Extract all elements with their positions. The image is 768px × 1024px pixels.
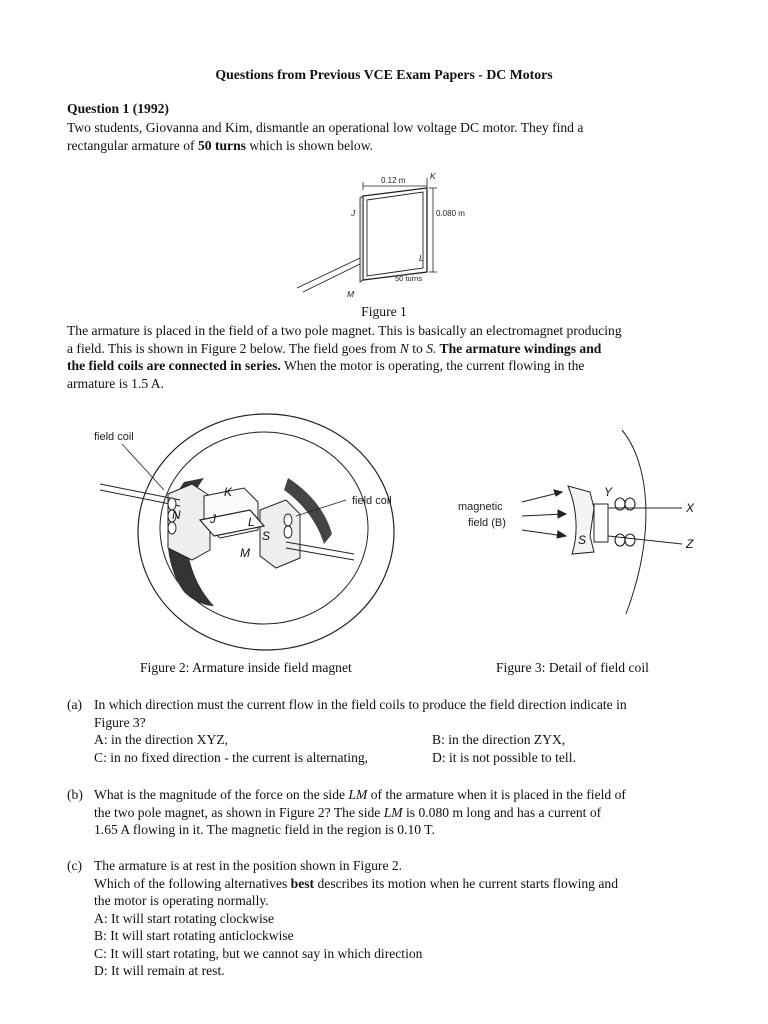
question-1-intro	[67, 119, 707, 154]
armature-corner-k: K	[224, 485, 233, 499]
pole-s-label: S	[262, 529, 271, 543]
part-a-label: (a)	[67, 697, 83, 712]
page-title: Questions from Previous VCE Exam Papers - DC Motors	[215, 67, 553, 82]
pole-n-label: N	[172, 508, 181, 522]
question-part-c	[67, 857, 717, 983]
part-a-line-2: Figure 3?	[94, 714, 146, 730]
part-a-option-d: D: it is not possible to tell.	[432, 749, 576, 765]
lead-wire-2	[303, 264, 360, 292]
figure-3-field-coil-detail	[450, 424, 710, 620]
question-part-a	[67, 696, 717, 768]
part-c-line-3: the motor is operating normally.	[94, 893, 269, 908]
part-a-option-a: A: in the direction XYZ,	[94, 732, 229, 747]
figure-1-width-label: 0.12 m	[381, 176, 406, 185]
corner-l-label: L	[419, 253, 424, 263]
part-c-option-c: C: It will start rotating, but we cannot say in which direction	[94, 945, 423, 961]
paragraph-2-line-3: the field coils are connected in series. When the motor is operating, the current flowing in the	[67, 358, 585, 373]
question-part-b	[67, 786, 717, 840]
figure-2-caption: Figure 2: Armature inside field magnet	[140, 660, 352, 675]
part-b-line-1: What is the magnitude of the force on the side LM of the armature when it is placed in the field of	[94, 787, 626, 802]
intro-line-2: rectangular armature of 50 turns which is shown below.	[67, 137, 374, 153]
point-y-label: Y	[604, 485, 613, 499]
part-c-option-b: B: It will start rotating anticlockwise	[94, 928, 294, 943]
armature-coil-inner	[367, 192, 423, 276]
armature-coil-outer	[363, 188, 427, 280]
figure-3-caption: Figure 3: Detail of field coil	[496, 660, 649, 675]
point-x-label: X	[686, 501, 695, 515]
part-a-line-1: In which direction must the current flow in the field coils to produce the field direction indicate in	[94, 697, 627, 712]
figure-2-field-magnet-diagram	[64, 392, 450, 656]
armature-corner-m: M	[240, 546, 250, 560]
part-b-line-3: 1.65 A flowing in it. The magnetic field in the region is 0.10 T.	[94, 822, 435, 837]
part-c-line-1: The armature is at rest in the position shown in Figure 2.	[94, 858, 403, 873]
best-emphasis: best	[290, 875, 315, 891]
part-a-option-b: B: in the direction ZYX,	[432, 732, 566, 747]
figure-1-height-label: 0.080 m	[436, 209, 465, 218]
turns-emphasis: 50 turns	[197, 137, 246, 153]
paragraph-2-line-1: The armature is placed in the field of a two pole magnet. This is basically an electromagnet producing	[67, 323, 622, 338]
paragraph-2-line-4: armature is 1.5 A.	[67, 375, 165, 391]
corner-k-label: K	[430, 171, 436, 181]
figure-1-armature-diagram	[287, 160, 479, 302]
field-coil-top-leader	[122, 444, 164, 490]
paragraph-2	[67, 322, 717, 392]
part-b-line-2: the two pole magnet, as shown in Figure 2? The side LM is 0.080 m long and has a current of	[94, 804, 602, 820]
armature-corner-j: J	[210, 512, 216, 526]
corner-m-label: M	[347, 289, 355, 299]
magnetic-label: magnetic	[458, 501, 503, 513]
question-1-heading: Question 1 (1992)	[67, 101, 169, 116]
field-coil-right-label: field coil	[352, 495, 392, 507]
figure-1-caption: Figure 1	[361, 304, 407, 319]
part-c-label: (c)	[67, 858, 83, 873]
pole-s-text: S.	[426, 340, 437, 356]
point-z-label: Z	[686, 537, 694, 551]
lead-wire-1	[297, 258, 360, 288]
field-arrows	[522, 490, 566, 538]
field-b-label: field (B)	[468, 517, 506, 529]
pole-n-text: N	[399, 340, 409, 356]
coil-core	[594, 504, 608, 542]
pole-s-label: S	[578, 533, 587, 547]
part-c-line-2: Which of the following alternatives best describes its motion when he current starts flowing and	[94, 875, 618, 891]
intro-line-1: Two students, Giovanna and Kim, dismantle an operational low voltage DC motor. They find a	[67, 120, 584, 135]
part-a-option-c: C: in no fixed direction - the current is alternating,	[94, 749, 369, 765]
armature-corner-l: L	[248, 515, 255, 529]
part-c-option-a: A: It will start rotating clockwise	[94, 910, 275, 926]
part-b-label: (b)	[67, 787, 83, 802]
outer-arc	[622, 430, 646, 614]
figure-1-turns-label: 50 turns	[395, 274, 423, 283]
field-coil-top-label: field coil	[94, 431, 134, 443]
corner-j-label: J	[351, 208, 356, 218]
paragraph-2-line-2: a field. This is shown in Figure 2 below. The field goes from N to S. The armature windings and	[67, 340, 602, 356]
part-c-option-d: D: It will remain at rest.	[94, 963, 225, 978]
